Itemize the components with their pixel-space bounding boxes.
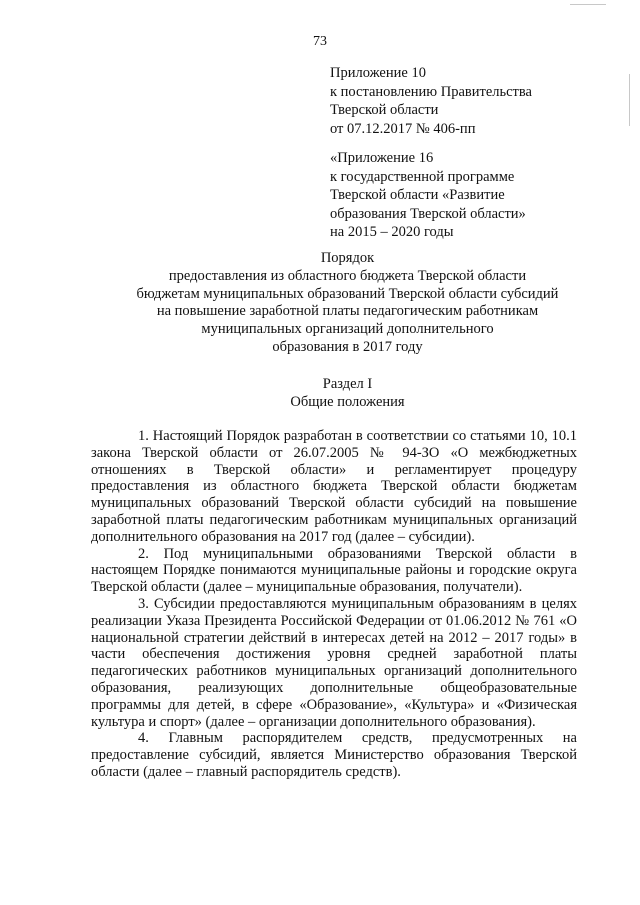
appendix-quote-line: Тверской области «Развитие (330, 187, 505, 204)
scan-edge-mark (629, 74, 630, 126)
appendix-header-line: к постановлению Правительства (330, 83, 532, 100)
page-number: 73 (313, 34, 327, 49)
document-body (91, 428, 577, 781)
scan-edge-mark (570, 4, 606, 5)
appendix-quote-line: на 2015 – 2020 годы (330, 224, 454, 241)
paragraph: 1. Настоящий Порядок разработан в соответствии со статьями 10, 10.1 закона Тверской области от 26.07.2005 № 94-ЗО «О межбюджетных отношениях в Тверской области» и регламентирует процедуру предоставления из областного бюджета Тверской области бюджетам муниципальных образований Тверской области субсидий на повышение заработной платы педагогическим работникам муниципальных организаций дополнительного образования на 2017 год (далее – субсидии). (91, 428, 577, 545)
section-heading (60, 376, 635, 412)
paragraph: 2. Под муниципальными образованиями Тверской области в настоящем Порядке понимаются муниципальные районы и городские округа Тверской области (далее – муниципальные образования, получатели). (91, 545, 577, 596)
appendix-header-line: Тверской области (330, 102, 439, 119)
appendix-header-line: от 07.12.2017 № 406-пп (330, 120, 476, 137)
order-title-line: предоставления из областного бюджета Тверской области (168, 267, 527, 284)
order-title-line: муниципальных организаций дополнительного (201, 321, 494, 338)
paragraph: 3. Субсидии предоставляются муниципальным образованиям в целях реализации Указа Президента Российской Федерации от 01.06.2012 № 761 «О национальной стратегии действий в интересах детей на 2012 – 2017 годы» в части обеспечения достижения уровня средней заработной платы педагогических работников муниципальных организаций дополнительного образования, реализующих дополнительные общеобразовательные программы для детей, в сфере «Образование», «Культура» и «Физическая культура и спорт» (далее – организации дополнительного образования). (91, 595, 577, 730)
appendix-quote (330, 149, 526, 242)
appendix-header (330, 64, 532, 138)
paragraph: 4. Главным распорядителем средств, предусмотренных на предоставление субсидий, является Министерство образования Тверской области (далее – главный распорядитель средств). (91, 730, 577, 780)
order-title-line: бюджетам муниципальных образований Тверской области субсидий (136, 285, 559, 302)
order-title (60, 250, 635, 357)
section-name: Общие положения (290, 393, 405, 410)
appendix-quote-line: «Приложение 16 (330, 150, 434, 166)
order-title-line: образования в 2017 году (272, 338, 423, 355)
appendix-header-line: Приложение 10 (330, 65, 426, 81)
appendix-quote-line: образования Тверской области» (330, 205, 526, 222)
section-number: Раздел I (322, 376, 373, 392)
appendix-quote-line: к государственной программе (330, 168, 515, 185)
order-title-line: на повышение заработной платы педагогическим работникам (156, 303, 539, 320)
order-title-line: Порядок (320, 250, 375, 266)
